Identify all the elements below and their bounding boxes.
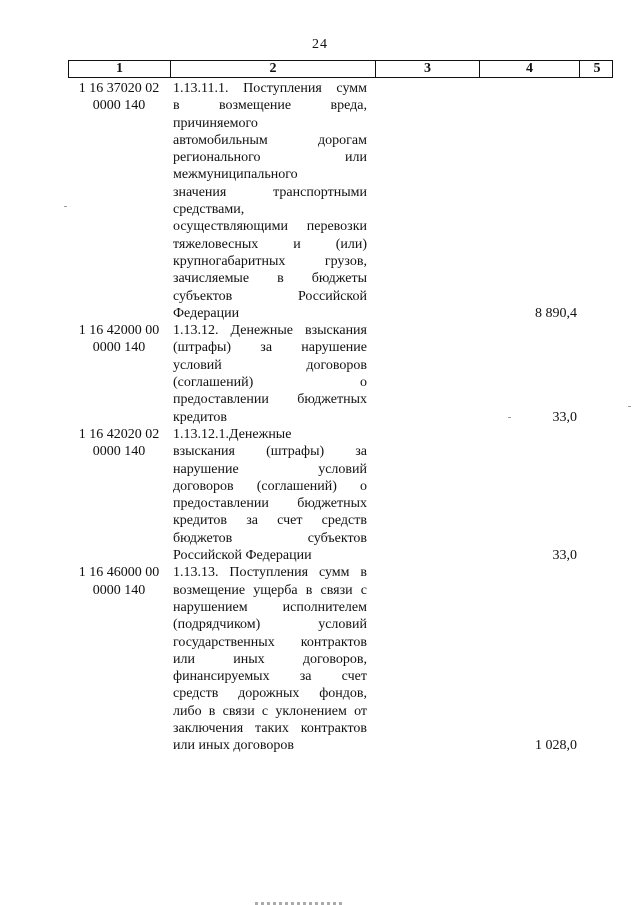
budget-code-line: 1 16 42020 02 [78,426,160,442]
description-line: 1.13.13. Поступления сумм в [173,565,367,581]
description-line: Федерации [173,305,240,321]
revenue-description [170,80,375,322]
column-5-cell [579,426,613,564]
amount-cell [479,564,579,754]
table-row [68,564,613,754]
budget-code-line: 1 16 37020 02 [78,81,160,96]
table-row [68,322,613,426]
description-line: кредитов за счет средств [173,513,367,529]
budget-code-line: 0000 140 [92,444,146,460]
description-line: зачисляемые в бюджеты [173,271,367,287]
description-line: Российской Федерации [173,548,312,564]
description-line: в возмещение вреда, [173,98,367,114]
table-row [68,80,613,322]
description-line: или иных договоров [173,738,295,754]
budget-code [68,80,170,322]
description-line: финансируемых за счет [173,669,367,685]
description-line: 1.13.12. Денежные взыскания [173,323,367,339]
column-5-cell [579,80,613,322]
amount-cell [479,322,579,426]
page-number: 24 [312,37,328,52]
budget-code [68,426,170,564]
description-line: бюджетов субъектов [173,530,367,546]
description-line: 1.13.12.1.Денежные [173,426,292,442]
amount-cell [479,80,579,322]
description-line: возмещение ущерба в связи с [173,582,367,598]
description-line: осуществляющими перевозки [173,219,367,235]
description-line: значения транспортными [173,184,367,200]
description-line: автомобильным дорогам [173,132,367,148]
description-line: крупногабаритных грузов, [173,253,367,269]
table-header [68,60,613,78]
amount-value: 8 890,4 [535,305,577,321]
scan-speck [64,206,67,207]
description-line: или иных договоров, [173,651,367,667]
description-line: (штрафы) за нарушение [173,340,367,356]
column-5-cell [579,564,613,754]
description-line: заключения таких контрактов [173,720,367,736]
description-line: взыскания (штрафы) за [173,444,367,460]
revenue-description [170,426,375,564]
description-line: либо в связи с уклонением от [173,703,367,719]
column-5-cell [579,322,613,426]
scan-speck [628,406,631,407]
budget-code [68,564,170,754]
table-body [68,80,613,755]
description-line: средств дорожных фондов, [173,686,367,702]
description-line: регионального или [173,150,367,166]
budget-code-line: 0000 140 [92,582,146,598]
column-3-cell [375,80,479,322]
revenue-description [170,564,375,754]
scan-speck [508,417,511,418]
amount-value: 33,0 [552,548,577,564]
description-line: (подрядчиком) условий [173,617,367,633]
description-line: средствами, [173,202,245,218]
column-header-4: 4 [480,61,580,77]
amount-cell [479,426,579,564]
budget-code [68,322,170,426]
amount-value: 33,0 [552,409,577,425]
description-line: государственных контрактов [173,634,367,650]
budget-code-line: 1 16 46000 00 [78,565,160,581]
description-line: условий договоров [173,357,367,373]
column-header-5: 5 [593,61,601,76]
column-3-cell [375,564,479,754]
budget-code-line: 0000 140 [92,340,146,356]
table-row [68,426,613,564]
description-line: тяжеловесных и (или) [173,236,367,252]
budget-code-line: 1 16 42000 00 [78,323,160,339]
description-line: нарушением исполнителем [173,599,367,615]
description-line: причиняемого [173,115,258,131]
column-3-cell [375,426,479,564]
description-line: субъектов Российской [173,288,367,304]
description-line: кредитов [173,409,227,425]
description-line: договоров (соглашений) о [173,478,367,494]
column-header-3: 3 [376,61,480,77]
column-3-cell [375,322,479,426]
budget-code-line: 0000 140 [92,98,146,114]
amount-value: 1 028,0 [535,738,577,754]
description-line: предоставлении бюджетных [173,392,367,408]
description-line: 1.13.11.1. Поступления сумм [173,81,367,96]
description-line: межмуниципального [173,167,298,183]
column-header-1: 1 [69,61,171,77]
description-line: нарушение условий [173,461,367,477]
column-header-2: 2 [171,61,376,77]
description-line: предоставлении бюджетных [173,496,367,512]
revenue-description [170,322,375,426]
description-line: (соглашений) о [173,375,367,391]
